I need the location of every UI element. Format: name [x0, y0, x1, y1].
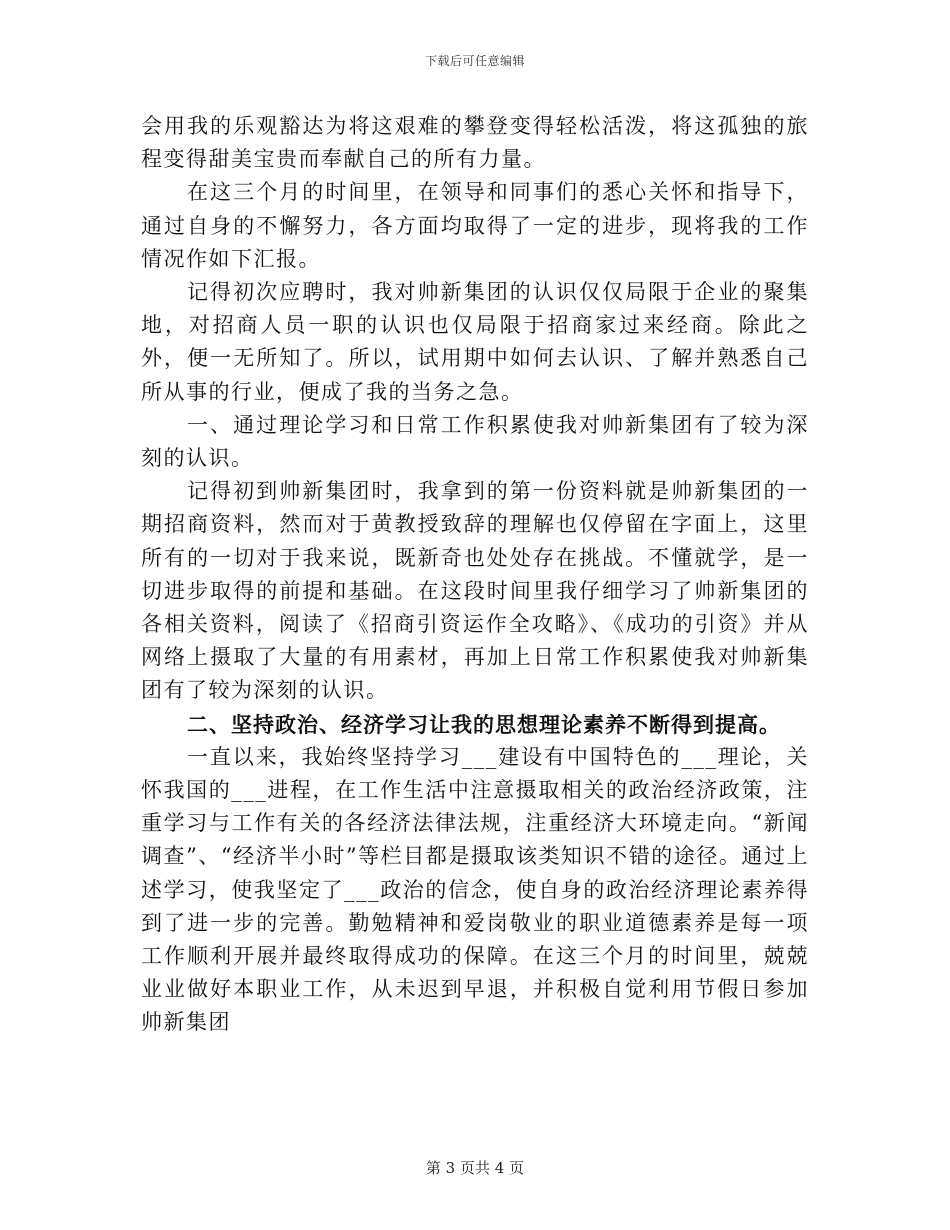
- page-header: 下载后可任意编辑: [424, 54, 525, 68]
- paragraph-progress-summary: 在这三个月的时间里，在领导和同事们的悉心关怀和指导下，通过自身的不懈努力，各方面均取得了一定的进步，现将我的工作情况作如下汇报。: [141, 180, 809, 271]
- document-body: [141, 110, 809, 1040]
- page-number-footer: 第 3 页共 4 页: [425, 1159, 525, 1177]
- paragraph-initial-application: 记得初次应聘时，我对帅新集团的认识仅仅局限于企业的聚集地，对招商人员一职的认识也仅局限于招商家过来经商。除此之外，便一无所知了。所以，试用期中如何去认识、了解并熟悉自己所从事的行业，便成了我的当务之急。: [141, 280, 809, 404]
- section-heading-one: 一、通过理论学习和日常工作积累使我对帅新集团有了较为深刻的认识。: [141, 412, 809, 471]
- section-heading-two: 二、坚持政治、经济学习让我的思想理论素养不断得到提高。: [187, 711, 781, 737]
- paragraph-continuation: 会用我的乐观豁达为将这艰难的攀登变得轻松活泼，将这孤独的旅程变得甜美宝贵而奉献自己的所有力量。: [141, 114, 809, 172]
- paragraph-political-study: 一直以来，我始终坚持学习___建设有中国特色的___理论，关怀我国的___进程，在工作生活中注意摄取相关的政治经济政策，注重学习与工作有关的各经济法律法规，注重经济大环境走向。“新闻调查”、“经济半小时”等栏目都是摄取该类知识不错的途径。通过上述学习，使我坚定了___政治的信念，使自身的政治经济理论素养得到了进一步的完善。勤勉精神和爱岗敬业的职业道德素养是每一项工作顺利开展并最终取得成功的保障。在这三个月的时间里，兢兢业业做好本职业工作，从未迟到早退，并积极自觉利用节假日参加帅新集团: [141, 744, 809, 1035]
- paragraph-first-materials: 记得初到帅新集团时，我拿到的第一份资料就是帅新集团的一期招商资料，然而对于黄教授致辞的理解也仅停留在字面上，这里所有的一切对于我来说，既新奇也处处存在挑战。不懂就学，是一切进步取得的前提和基础。在这段时间里我仔细学习了帅新集团的各相关资料，阅读了《招商引资运作全攻略》、《成功的引资》并从网络上摄取了大量的有用素材，再加上日常工作积累使我对帅新集团有了较为深刻的认识。: [141, 479, 809, 703]
